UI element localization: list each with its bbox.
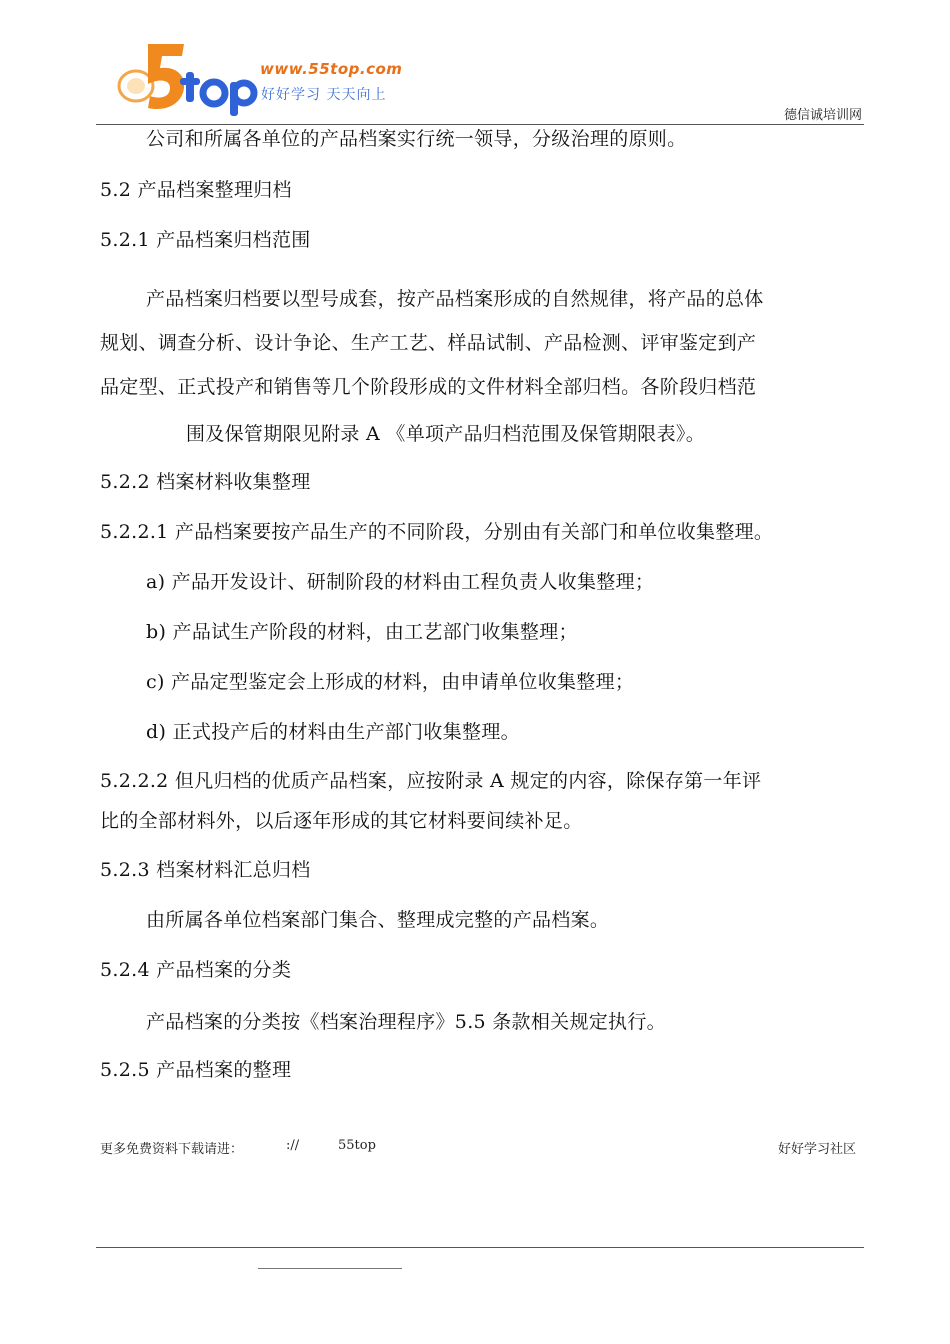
list-item: c) 产品定型鉴定会上形成的材料，由申请单位收集整理； — [146, 671, 635, 693]
paragraph-line: 产品档案归档要以型号成套，按产品档案形成的自然规律，将产品的总体 — [146, 288, 764, 310]
paragraph-line: 围及保管期限见附录 A 《单项产品归档范围及保管期限表》。 — [186, 423, 706, 445]
footnote-divider — [258, 1268, 402, 1269]
subsection-heading: 5.2.3 档案材料汇总归档 — [100, 859, 311, 881]
paragraph-line: 品定型、正式投产和销售等几个阶段形成的文件材料全部归档。各阶段归档范 — [100, 376, 757, 398]
footer-community: 好好学习社区 — [777, 1142, 856, 1157]
paragraph-line: 比的全部材料外，以后逐年形成的其它材料要间续补足。 — [100, 810, 583, 832]
footer-link[interactable]: 55top — [338, 1138, 376, 1153]
paragraph-line: 规划、调查分析、设计争论、生产工艺、样品试制、产品检测、评审鉴定到产 — [100, 332, 757, 354]
subsection-heading: 5.2.4 产品档案的分类 — [100, 959, 292, 981]
paragraph-line: 产品档案的分类按《档案治理程序》5.5 条款相关规定执行。 — [146, 1011, 666, 1033]
paragraph-line: 5.2.2.2 但凡归档的优质产品档案，应按附录 A 规定的内容，除保存第一年评 — [100, 770, 762, 792]
subsection-heading: 5.2.2 档案材料收集整理 — [100, 471, 311, 493]
logo-mark-icon — [112, 38, 262, 118]
list-item: d) 正式投产后的材料由生产部门收集整理。 — [146, 721, 520, 743]
list-item: a) 产品开发设计、研制阶段的材料由工程负责人收集整理； — [146, 571, 655, 593]
site-logo[interactable] — [112, 38, 442, 118]
paragraph-line: 公司和所属各单位的产品档案实行统一领导，分级治理的原则。 — [146, 128, 687, 150]
logo-slogan: 好好学习 天天向上 — [261, 87, 387, 103]
footer-download-label: 更多免费资料下载请进： — [100, 1142, 244, 1157]
list-item: b) 产品试生产阶段的材料，由工艺部门收集整理； — [146, 621, 578, 643]
subsection-heading: 5.2.1 产品档案归档范围 — [100, 229, 311, 251]
site-name: 德信诚培训网 — [783, 108, 862, 123]
subsection-heading: 5.2.5 产品档案的整理 — [100, 1059, 292, 1081]
footer-link-separator[interactable]: :// — [286, 1138, 300, 1153]
logo-url[interactable]: www.55top.com — [260, 60, 403, 78]
header-divider — [96, 124, 864, 125]
section-heading: 5.2 产品档案整理归档 — [100, 179, 292, 201]
paragraph-line: 5.2.2.1 产品档案要按产品生产的不同阶段，分别由有关部门和单位收集整理。 — [100, 521, 774, 543]
footer-divider — [96, 1247, 864, 1248]
paragraph-line: 由所属各单位档案部门集合、整理成完整的产品档案。 — [146, 909, 610, 931]
